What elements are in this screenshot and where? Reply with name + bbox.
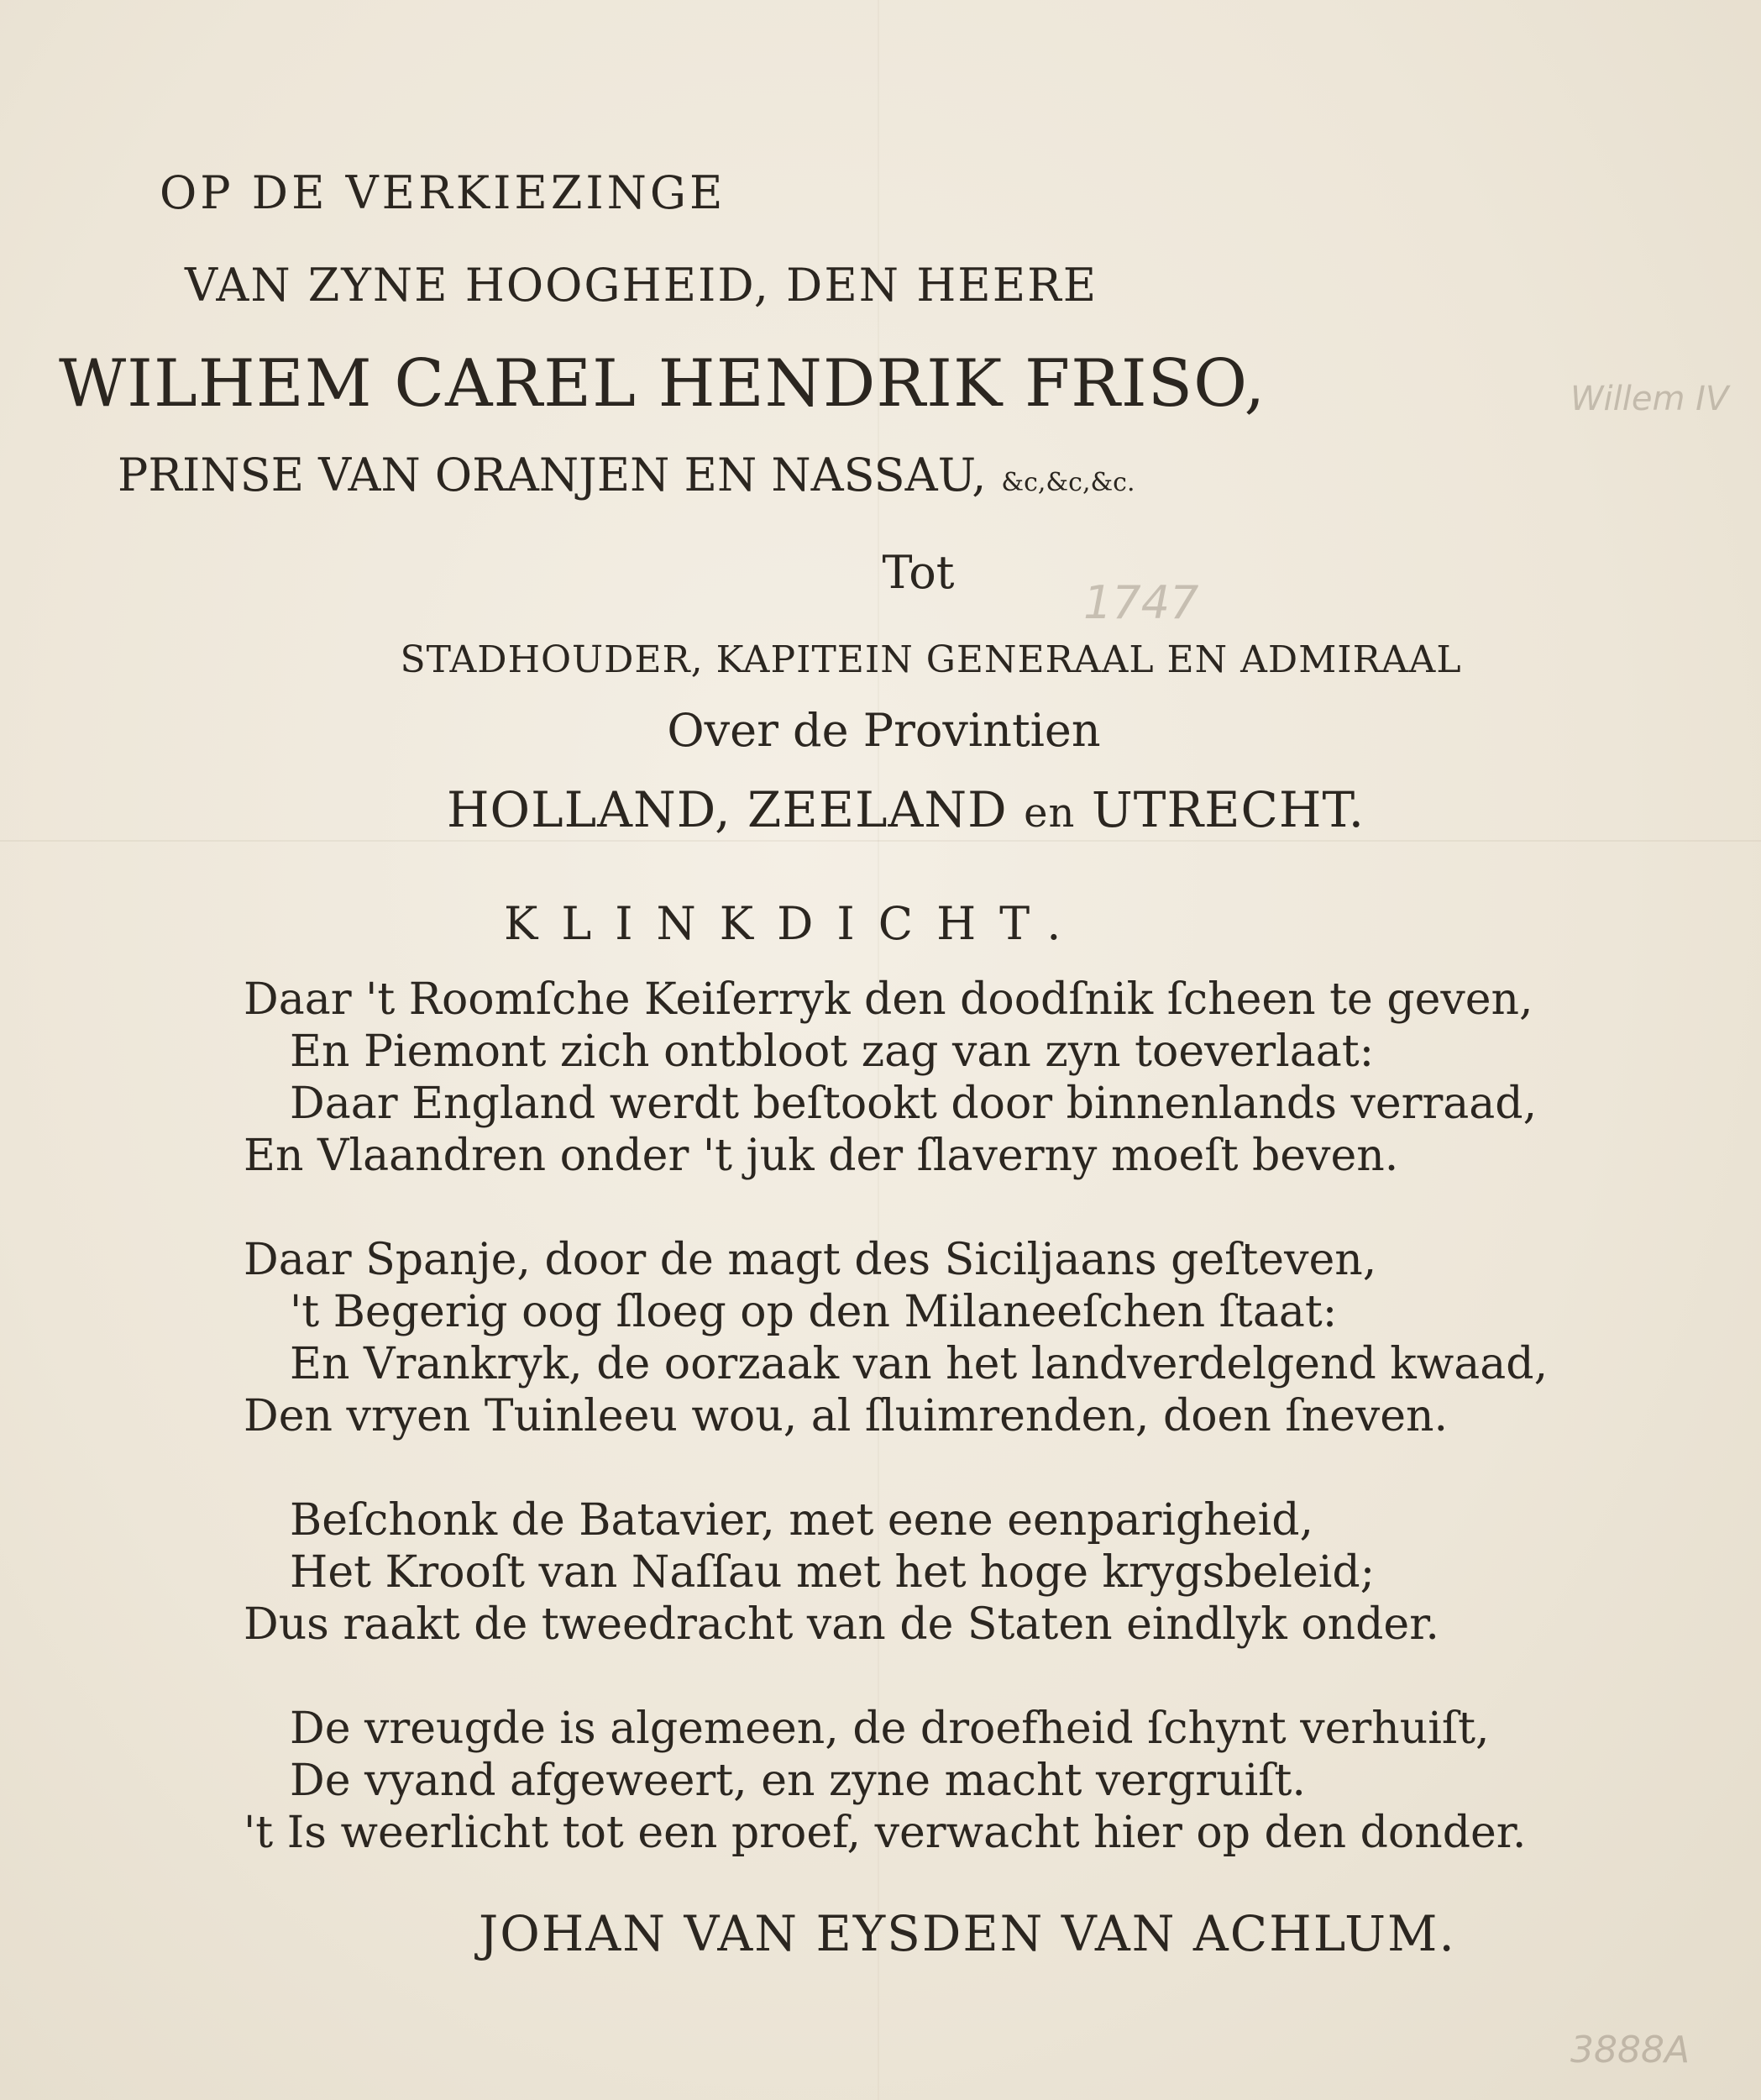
poem-line: Dus raakt de tweedracht van de Staten eindlyk onder. <box>244 1599 1439 1650</box>
poem-line: Beſchonk de Batavier, met eene eenparigheid, <box>290 1495 1314 1546</box>
poem-line: En Vlaandren onder 't juk der ſlaverny moeſt beven. <box>244 1131 1399 1181</box>
poem-line: De vyand afgeweert, en zyne macht vergruiſt. <box>290 1756 1306 1806</box>
title-line-4 <box>0 449 1761 501</box>
poem-line: De vreugde is algemeen, de droefheid ſchynt verhuiſt, <box>290 1704 1490 1754</box>
title-line-8 <box>0 781 1761 838</box>
title-line-2: VAN ZYNE HOOGHEID, DEN HEERE <box>185 259 1098 312</box>
title-prince-name: WILHEM CAREL HENDRIK FRISO, <box>59 346 1266 422</box>
title-line-7: Over de Provintien <box>667 704 1101 757</box>
title-line-4-text: PRINSE VAN ORANJEN EN NASSAU, <box>118 449 987 501</box>
handwritten-year-note: 1747 <box>1083 576 1199 629</box>
poem-line: En Piemont zich ontbloot zag van zyn toeverlaat: <box>290 1026 1375 1077</box>
poem-line: Daar 't Roomſche Keiſerryk den doodſnik ſcheen te geven, <box>244 974 1533 1025</box>
poem-line: Daar England werdt beſtookt door binnenlands verraad, <box>290 1079 1538 1129</box>
poem-line: Daar Spanje, door de magt des Siciljaans geſteven, <box>244 1235 1377 1285</box>
poem-line: En Vrankryk, de oorzaak van het landverdelgend kwaad, <box>290 1339 1549 1389</box>
title-line-8-conjunction: en <box>1024 790 1076 837</box>
title-line-1: OP DE VERKIEZINGE <box>160 166 726 219</box>
author-signature: JOHAN VAN EYSDEN VAN ACHLUM. <box>479 1905 1456 1962</box>
title-line-5: Tot <box>882 546 955 599</box>
poem-line: 't Begerig oog ſloeg op den Milaneeſchen ſtaat: <box>290 1287 1338 1337</box>
poem-line: 't Is weerlicht tot een proef, verwacht hier op den donder. <box>244 1808 1527 1858</box>
title-line-6: STADHOUDER, KAPITEIN GENERAAL EN ADMIRAAL <box>400 638 1462 681</box>
poem-line: Het Krooſt van Naſſau met het hoge krygsbeleid; <box>290 1547 1376 1598</box>
fold-line-horizontal <box>0 840 1761 842</box>
handwritten-inventory-number: 3888A <box>1570 2029 1690 2071</box>
title-line-8-utrecht: UTRECHT. <box>1091 781 1365 838</box>
title-line-4-etc: &c,&c,&c. <box>1001 468 1135 497</box>
poem-line: Den vryen Tuinleeu wou, al ſluimrenden, doen ſneven. <box>244 1391 1449 1441</box>
handwritten-name-note: Willem IV <box>1570 380 1729 418</box>
title-line-8-provinces: HOLLAND, ZEELAND <box>446 781 1008 838</box>
poem-heading: KLINKDICHT. <box>504 897 1085 950</box>
